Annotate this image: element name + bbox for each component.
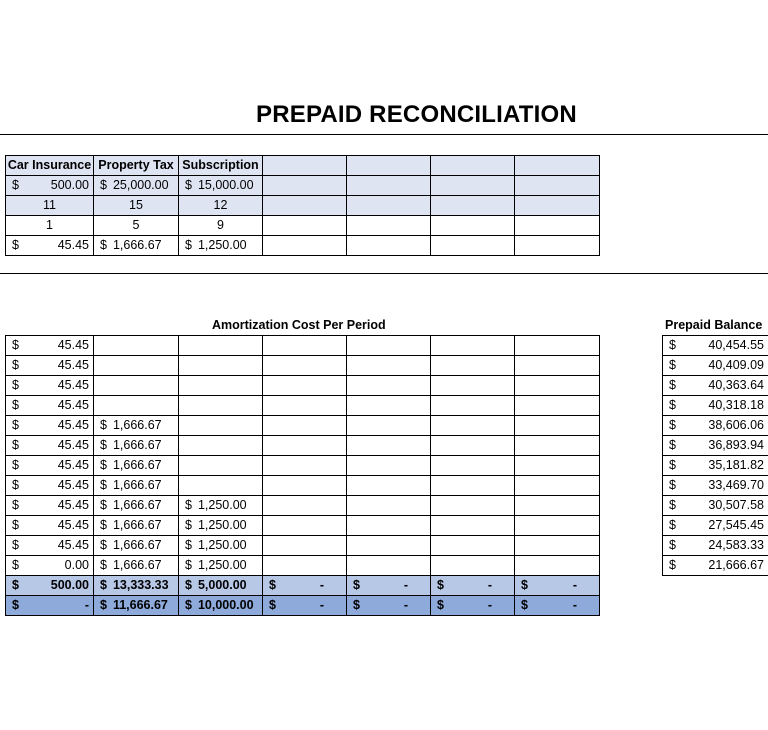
dash-cell[interactable] [263,596,347,616]
currency-symbol: $ [100,478,107,492]
balance-row [663,416,768,436]
empty-cell[interactable] [347,456,431,476]
currency-symbol: $ [100,498,107,512]
currency-symbol: $ [100,438,107,452]
periods-cell[interactable]: 15 [94,196,179,216]
dash-value: - [487,578,492,592]
currency-symbol: $ [437,578,444,592]
amortization-cell[interactable] [6,416,94,436]
cell-value: 38,606.06 [708,418,764,432]
amortization-row [6,556,600,576]
empty-cell[interactable] [347,476,431,496]
amortization-cell[interactable] [94,496,179,516]
cell-value: 1,666.67 [112,458,162,472]
currency-symbol: $ [669,438,676,452]
currency-symbol: $ [12,438,19,452]
cell-value: 10,000.00 [197,598,254,612]
cell-value: 1,666.67 [112,558,162,572]
empty-cell[interactable] [431,396,515,416]
currency-symbol: $ [12,338,19,352]
empty-cell[interactable] [347,416,431,436]
empty-cell[interactable] [94,336,179,356]
currency-symbol: $ [12,398,19,412]
empty-cell[interactable] [263,476,347,496]
balance-cell[interactable] [663,356,768,376]
empty-cell[interactable] [347,496,431,516]
currency-symbol: $ [100,238,107,252]
empty-cell[interactable] [263,516,347,536]
summary-amount-row [6,176,600,196]
empty-cell[interactable] [263,536,347,556]
amortization-cell[interactable] [6,356,94,376]
empty-cell[interactable] [263,456,347,476]
dash-value: - [403,598,408,612]
balance-row [663,556,768,576]
cell-value: 1,250.00 [197,538,247,552]
balance-row [663,396,768,416]
empty-cell[interactable] [431,516,515,536]
empty-cell[interactable] [347,176,431,196]
currency-symbol: $ [12,358,19,372]
balance-row [663,496,768,516]
amortization-cell[interactable] [6,436,94,456]
totals-row-cell[interactable] [179,576,263,596]
currency-symbol: $ [185,238,192,252]
empty-cell[interactable] [515,236,600,256]
amortization-cell[interactable] [6,336,94,356]
cell-value: 0.00 [64,558,89,572]
amortization-row [6,496,600,516]
balance-cell[interactable] [663,376,768,396]
cell-value: 33,469.70 [708,478,764,492]
empty-cell[interactable] [94,356,179,376]
empty-cell[interactable] [347,236,431,256]
empty-cell[interactable] [515,216,600,236]
per-period-cell[interactable] [6,236,94,256]
cell-value: 1,250.00 [197,498,247,512]
cell-value: 35,181.82 [708,458,764,472]
currency-symbol: $ [12,498,19,512]
currency-symbol: $ [12,558,19,572]
empty-cell[interactable] [431,376,515,396]
cell-value: 1,666.67 [112,498,162,512]
cell-value: 40,454.55 [708,338,764,352]
currency-symbol: $ [12,458,19,472]
amortization-title: Amortization Cost Per Period [212,318,386,332]
cell-value: 45.45 [57,478,89,492]
currency-symbol: $ [521,578,528,592]
empty-cell[interactable] [263,416,347,436]
empty-cell[interactable] [431,456,515,476]
currency-symbol: $ [669,518,676,532]
currency-symbol: $ [185,598,192,612]
balance-row [663,536,768,556]
empty-cell[interactable] [515,536,600,556]
empty-cell[interactable] [347,216,431,236]
amortization-cell[interactable] [94,556,179,576]
empty-cell[interactable] [431,556,515,576]
empty-cell[interactable] [515,376,600,396]
cell-value: 30,507.58 [708,498,764,512]
dash-cell[interactable] [347,576,431,596]
currency-symbol: $ [12,538,19,552]
empty-cell[interactable] [431,236,515,256]
empty-cell[interactable] [263,336,347,356]
periods-cell[interactable]: 11 [6,196,94,216]
empty-cell[interactable] [431,416,515,436]
balance-cell[interactable] [663,516,768,536]
amount-value: 500.00 [50,178,89,192]
summary-periods-row [6,196,600,216]
amortization-row [6,396,600,416]
empty-cell[interactable] [347,356,431,376]
balance-row [663,376,768,396]
cell-value: 27,545.45 [708,518,764,532]
remaining-row-cell[interactable] [179,596,263,616]
amortization-row [6,536,600,556]
empty-cell[interactable] [263,376,347,396]
cell-value: 5,000.00 [197,578,247,592]
empty-cell[interactable] [263,356,347,376]
dash-cell[interactable] [515,596,600,616]
amortization-cell[interactable] [6,476,94,496]
header-cell-empty[interactable] [431,156,515,176]
totals-row [6,576,600,596]
empty-cell[interactable] [431,216,515,236]
cell-value: 45.45 [57,358,89,372]
amortization-cell[interactable] [6,376,94,396]
amortization-cell[interactable] [94,436,179,456]
cell-value: 40,409.09 [708,358,764,372]
amortization-table [5,335,600,616]
empty-cell[interactable] [515,396,600,416]
currency-symbol: $ [669,398,676,412]
dash-cell[interactable] [347,596,431,616]
cell-value: 45.45 [57,398,89,412]
empty-cell[interactable] [515,416,600,436]
amortization-cell[interactable] [6,556,94,576]
cell-value: 40,363.64 [708,378,764,392]
cell-value: 24,583.33 [708,538,764,552]
empty-cell[interactable] [431,176,515,196]
cell-value: 36,893.94 [708,438,764,452]
currency-symbol: $ [100,598,107,612]
currency-symbol: $ [100,558,107,572]
dash-value: - [403,578,408,592]
page-title: PREPAID RECONCILIATION [256,101,577,128]
empty-cell[interactable] [263,396,347,416]
currency-symbol: $ [269,598,276,612]
empty-cell[interactable] [515,336,600,356]
balance-row [663,436,768,456]
empty-cell[interactable] [515,556,600,576]
currency-symbol: $ [669,538,676,552]
start-cell[interactable]: 1 [6,216,94,236]
empty-cell[interactable] [515,476,600,496]
currency-symbol: $ [353,578,360,592]
dash-cell[interactable] [263,576,347,596]
currency-symbol: $ [185,178,192,192]
per-period-value: 1,666.67 [112,238,162,252]
empty-cell[interactable] [179,356,263,376]
currency-symbol: $ [12,478,19,492]
currency-symbol: $ [12,418,19,432]
currency-symbol: $ [437,598,444,612]
dash-value: - [319,578,324,592]
currency-symbol: $ [100,538,107,552]
amortization-cell[interactable] [6,396,94,416]
empty-cell[interactable] [431,336,515,356]
balance-cell[interactable] [663,536,768,556]
empty-cell[interactable] [179,376,263,396]
amortization-row [6,416,600,436]
currency-symbol: $ [12,598,19,612]
cell-value: - [84,598,89,612]
summary-per-period-row [6,236,600,256]
start-cell[interactable]: 5 [94,216,179,236]
remaining-row-cell[interactable] [94,596,179,616]
amount-cell[interactable] [94,176,179,196]
currency-symbol: $ [669,558,676,572]
currency-symbol: $ [100,418,107,432]
per-period-cell[interactable] [179,236,263,256]
empty-cell[interactable] [179,396,263,416]
cell-value: 1,666.67 [112,418,162,432]
header-cell-empty[interactable] [263,156,347,176]
totals-row-cell[interactable] [6,576,94,596]
balance-cell[interactable] [663,476,768,496]
dash-cell[interactable] [431,576,515,596]
currency-symbol: $ [669,498,676,512]
summary-start-row [6,216,600,236]
empty-cell[interactable] [263,236,347,256]
per-period-value: 1,250.00 [197,238,247,252]
currency-symbol: $ [185,518,192,532]
balance-row [663,456,768,476]
currency-symbol: $ [185,558,192,572]
remaining-row [6,596,600,616]
empty-cell[interactable] [515,196,600,216]
amortization-row [6,476,600,496]
currency-symbol: $ [521,598,528,612]
empty-cell[interactable] [515,516,600,536]
empty-cell[interactable] [347,336,431,356]
amortization-cell[interactable] [94,516,179,536]
cell-value: 1,250.00 [197,518,247,532]
start-cell[interactable]: 9 [179,216,263,236]
currency-symbol: $ [100,178,107,192]
amortization-cell[interactable] [179,536,263,556]
balance-cell[interactable] [663,496,768,516]
currency-symbol: $ [100,578,107,592]
cell-value: 45.45 [57,458,89,472]
currency-symbol: $ [12,578,19,592]
balance-cell[interactable] [663,436,768,456]
cell-value: 1,666.67 [112,438,162,452]
balance-cell[interactable] [663,336,768,356]
amortization-cell[interactable] [179,556,263,576]
currency-symbol: $ [669,338,676,352]
currency-symbol: $ [185,498,192,512]
empty-cell[interactable] [179,436,263,456]
amortization-row [6,376,600,396]
header-cell-empty[interactable] [347,156,431,176]
amortization-cell[interactable] [179,516,263,536]
balance-cell[interactable] [663,556,768,576]
cell-value: 45.45 [57,338,89,352]
amortization-cell[interactable] [6,496,94,516]
currency-symbol: $ [669,358,676,372]
empty-cell[interactable] [179,476,263,496]
empty-cell[interactable] [263,196,347,216]
currency-symbol: $ [185,538,192,552]
amortization-cell[interactable] [94,476,179,496]
dash-value: - [487,598,492,612]
header-subscription[interactable]: Subscription [179,156,263,176]
prepaid-balance-title: Prepaid Balance [665,318,763,332]
cell-value: 45.45 [57,438,89,452]
empty-cell[interactable] [431,196,515,216]
currency-symbol: $ [353,598,360,612]
balance-row [663,476,768,496]
summary-header-row [6,156,600,176]
amortization-row [6,516,600,536]
empty-cell[interactable] [431,496,515,516]
currency-symbol: $ [669,378,676,392]
per-period-cell[interactable] [94,236,179,256]
cell-value: 13,333.33 [112,578,169,592]
empty-cell[interactable] [347,516,431,536]
empty-cell[interactable] [263,436,347,456]
section-divider [0,273,768,274]
empty-cell[interactable] [347,436,431,456]
empty-cell[interactable] [515,176,600,196]
currency-symbol: $ [669,478,676,492]
empty-cell[interactable] [263,176,347,196]
cell-value: 500.00 [50,578,89,592]
cell-value: 45.45 [57,418,89,432]
prepaid-balance-table [662,335,768,576]
dash-cell[interactable] [431,596,515,616]
empty-cell[interactable] [179,416,263,436]
empty-cell[interactable] [347,536,431,556]
empty-cell[interactable] [347,556,431,576]
cell-value: 40,318.18 [708,398,764,412]
cell-value: 1,666.67 [112,478,162,492]
cell-value: 45.45 [57,518,89,532]
cell-value: 1,666.67 [112,518,162,532]
empty-cell[interactable] [515,496,600,516]
empty-cell[interactable] [263,216,347,236]
balance-row [663,516,768,536]
title-divider [0,134,768,135]
amortization-cell[interactable] [94,416,179,436]
amortization-row [6,436,600,456]
currency-symbol: $ [12,178,19,192]
currency-symbol: $ [12,378,19,392]
amortization-row [6,336,600,356]
cell-value: 11,666.67 [112,598,168,612]
currency-symbol: $ [100,458,107,472]
dash-value: - [319,598,324,612]
dash-value: - [572,578,577,592]
cell-value: 45.45 [57,378,89,392]
amount-cell[interactable] [6,176,94,196]
currency-symbol: $ [669,418,676,432]
empty-cell[interactable] [431,476,515,496]
empty-cell[interactable] [431,356,515,376]
cell-value: 21,666.67 [708,558,764,572]
empty-cell[interactable] [263,556,347,576]
currency-symbol: $ [185,578,192,592]
balance-cell[interactable] [663,456,768,476]
balance-cell[interactable] [663,416,768,436]
empty-cell[interactable] [179,336,263,356]
cell-value: 1,666.67 [112,538,162,552]
balance-cell[interactable] [663,396,768,416]
totals-row-cell[interactable] [94,576,179,596]
empty-cell[interactable] [515,456,600,476]
empty-cell[interactable] [431,436,515,456]
currency-symbol: $ [669,458,676,472]
amortization-cell[interactable] [6,536,94,556]
amount-value: 25,000.00 [112,178,169,192]
periods-cell[interactable]: 12 [179,196,263,216]
dash-value: - [572,598,577,612]
amortization-row [6,356,600,376]
per-period-value: 45.45 [57,238,89,252]
empty-cell[interactable] [94,396,179,416]
amount-value: 15,000.00 [197,178,254,192]
header-car-insurance[interactable]: Car Insurance [6,156,94,176]
amortization-cell[interactable] [94,456,179,476]
empty-cell[interactable] [347,396,431,416]
empty-cell[interactable] [347,196,431,216]
empty-cell[interactable] [179,456,263,476]
empty-cell[interactable] [515,436,600,456]
cell-value: 45.45 [57,498,89,512]
currency-symbol: $ [12,238,19,252]
currency-symbol: $ [269,578,276,592]
empty-cell[interactable] [263,496,347,516]
dash-cell[interactable] [515,576,600,596]
summary-table [5,155,600,256]
cell-value: 1,250.00 [197,558,247,572]
cell-value: 45.45 [57,538,89,552]
amortization-cell[interactable] [94,536,179,556]
empty-cell[interactable] [347,376,431,396]
amortization-row [6,456,600,476]
balance-row [663,356,768,376]
empty-cell[interactable] [431,536,515,556]
currency-symbol: $ [100,518,107,532]
amortization-cell[interactable] [179,496,263,516]
empty-cell[interactable] [515,356,600,376]
currency-symbol: $ [12,518,19,532]
amount-cell[interactable] [179,176,263,196]
empty-cell[interactable] [94,376,179,396]
remaining-row-cell[interactable] [6,596,94,616]
header-cell-empty[interactable] [515,156,600,176]
header-property-tax[interactable]: Property Tax [94,156,179,176]
amortization-cell[interactable] [6,516,94,536]
balance-row [663,336,768,356]
amortization-cell[interactable] [6,456,94,476]
